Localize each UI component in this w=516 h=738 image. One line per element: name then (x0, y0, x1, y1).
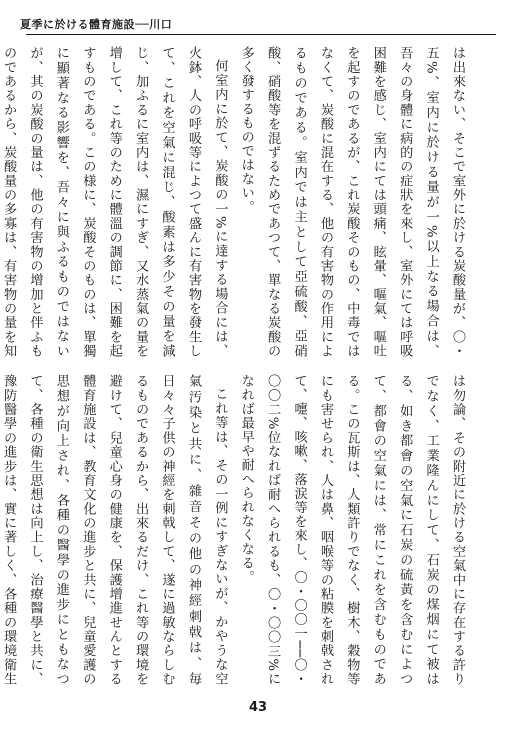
paragraph: は出來ない、そこで室外に於ける炭酸量が、〇・五%、室内に於ける量が一%以上なる場合は、吾々の身體に病的の症狀を來し、室外にては呼吸困難を感じ、室内にては頭痛、眩暈、嘔氣、嘔吐を起すのであるが、これ炭酸そのもの、中毒ではなくて、炭酸に混在する、他の有害物の作用によるものである。室内では主として亞硫酸、亞硝酸、硝酸等を混ずるためであつて、單なる炭酸の多く發するものではない。 (238, 46, 465, 358)
page-number: 43 (248, 700, 268, 715)
paragraph: これ等は、その一例にすぎないが、かやうな空氣汚染と共に、雜音その他の神經刺戟は、毎日々々子供の神經を刺戟して、遂に過敏ならしむるものであるから、出來るだけ、これ等の環境を避けて、兒童心身の健康を、保護增進せんとする體育施設は、教育文化の進步と共に、兒童愛護の思想が向上され、各種の醫學の進步にともなつて、各種の衛生思想は向上し、治療醫學と共に、豫防醫學の進步は、實に著しく、各種の環境衛生 (1, 374, 228, 686)
lower-text-block (1, 374, 470, 686)
running-header: 夏季に於ける體育施設──川口 (20, 18, 173, 31)
upper-text-block (1, 46, 470, 358)
paragraph: 何室内に於て、炭酸の一%に達する場合には、火鉢、人の呼吸等によつて盛んに有害物を發生して、これを空氣に混じ、酸素は多少その量を減じ、加ふるに室内は、濕にすぎ、又水蒸氣の量を增して、これ等のために體溫の調節に、困難を起すものである。この様に、炭酸そのものは、單獨に顯著なる影響を、吾々に與ふるものではないが、其の炭酸の量は、他の有害物の增加と伴ふものであるから、炭酸量の多寡は、有害物の量を知 (1, 46, 228, 358)
paragraph: は勿論、その附近に於ける空氣中に存在する許りでなく、工業隆んにして、石炭の煤烟にて被はる、如き都會の空氣に石炭の硫黃を含むによつて、都會の空氣には、常にこれを含むものである。この瓦斯は、人類許りでなく、樹木、穀物等にも害せられ、人は鼻、咽喉等の粘膜を刺戟されて、嚏、咳嗽、落涙等を來し、〇・〇〇一──〇・〇〇二%位なれば耐へられるも、〇・〇〇三%になれば最早や耐へられなくなる。 (238, 374, 465, 686)
header-rule (26, 34, 496, 35)
